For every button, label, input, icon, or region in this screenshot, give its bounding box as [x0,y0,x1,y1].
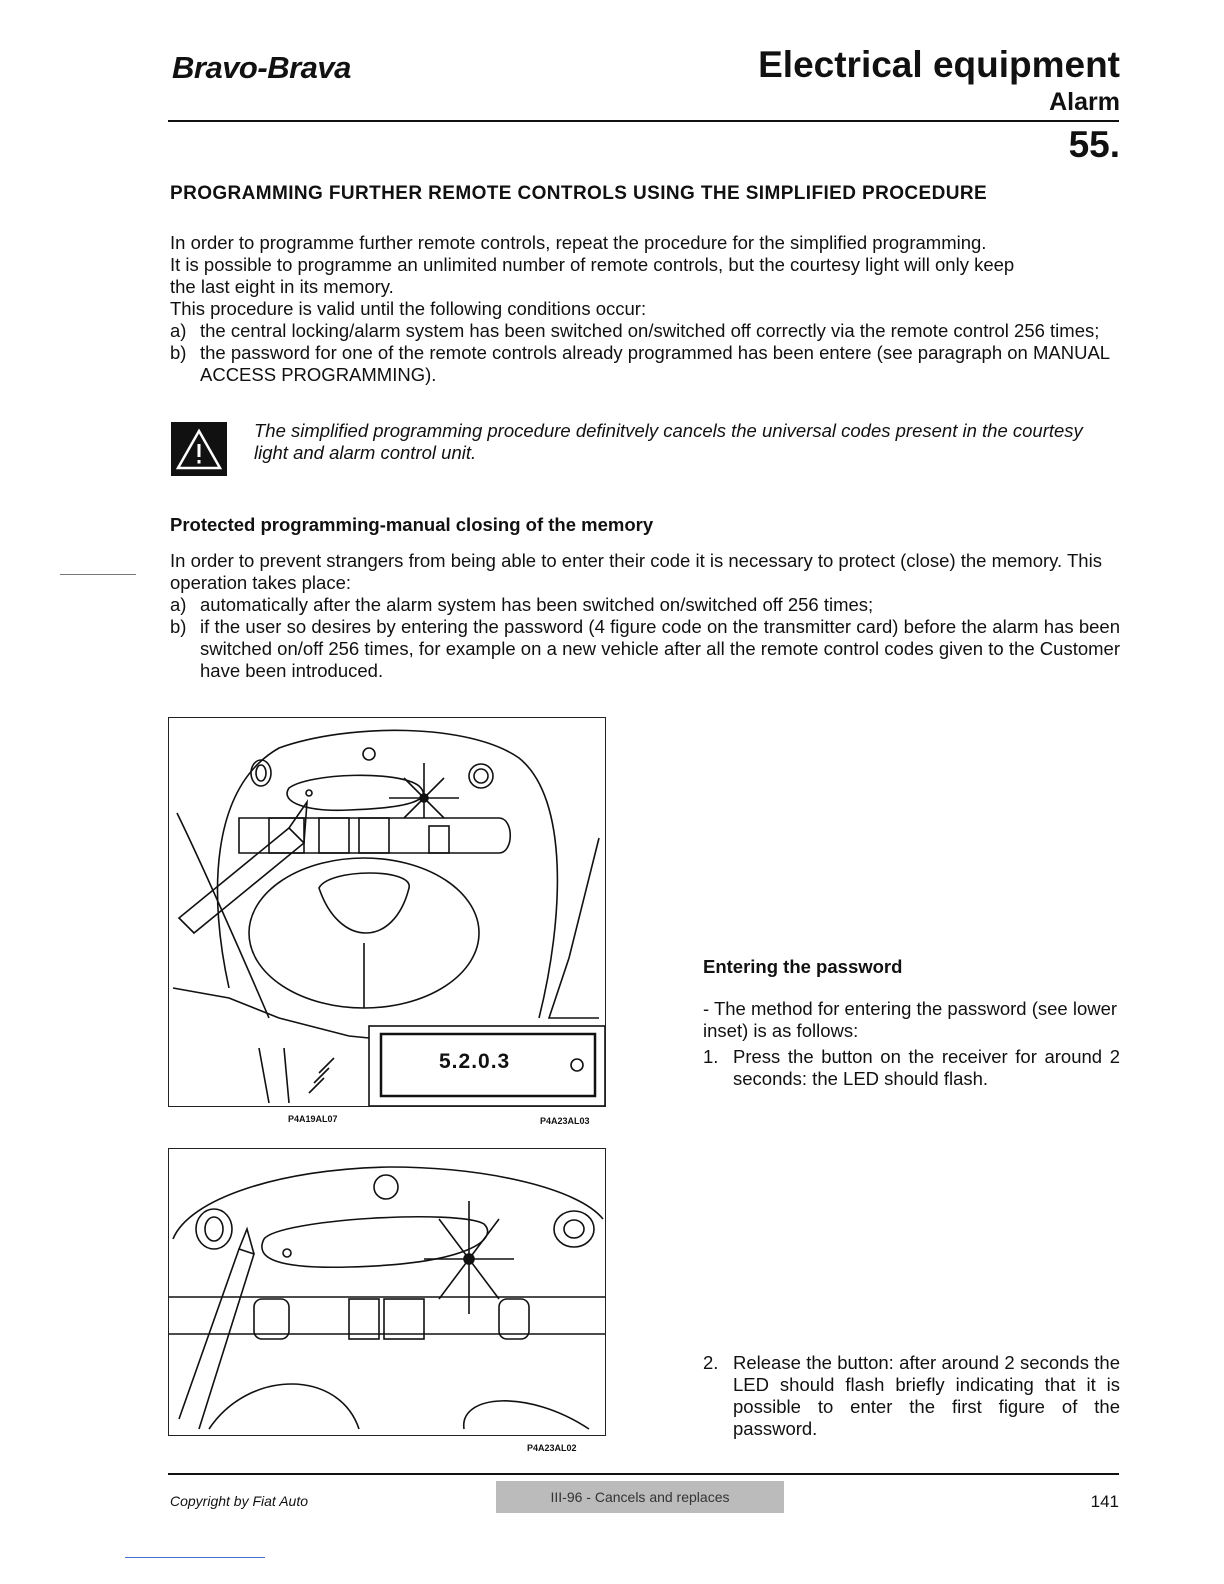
subsection-title: Alarm [1049,88,1120,116]
step-number: 2. [703,1352,719,1373]
password-step [703,1352,1120,1440]
intro-line: It is possible to programme an unlimited number of remote controls, but the courtesy light will only keep [170,254,1015,275]
copyright: Copyright by Fiat Auto [170,1493,308,1509]
warning-text: The simplified programming procedure definitvely cancels the universal codes present in the courtesy light and alarm control unit. [254,420,1083,463]
condition-label: a) [170,320,187,341]
protected-item [170,616,1120,682]
protected-label: b) [170,616,187,637]
protected-intro: In order to prevent strangers from being able to enter their code it is necessary to protect (close) the memory. This operation takes place: [170,550,1102,593]
condition-text: the central locking/alarm system has been switched on/switched off correctly via the remote control 256 times; [200,320,1100,341]
condition-item [170,342,1120,386]
page-heading: PROGRAMMING FURTHER REMOTE CONTROLS USING THE SIMPLIFIED PROCEDURE [170,183,988,204]
section-title: Electrical equipment [758,44,1120,85]
step-text: Press the button on the receiver for around 2 seconds: the LED should flash. [733,1046,1120,1089]
intro-line: In order to programme further remote controls, repeat the procedure for the simplified programming. [170,232,987,253]
figure-password-entry [168,1148,606,1436]
figure-code: P4A23AL03 [540,1116,590,1126]
protected-text: automatically after the alarm system has been switched on/switched off 256 times; [200,594,874,615]
figure-code: P4A19AL07 [288,1114,338,1124]
inset-code: 5.2.0.3 [439,1050,511,1073]
intro-line: the last eight in its memory. [170,276,394,297]
protected-item [170,594,1120,616]
warning-icon [171,422,227,476]
protected-label: a) [170,594,187,615]
protected-paragraph [170,550,1120,682]
condition-text: the password for one of the remote controls already programmed has been entere (see paragraph on MANUAL ACCESS PROGRAMMING). [200,342,1110,385]
password-heading: Entering the password [703,956,903,977]
protected-text: if the user so desires by entering the password (4 figure code on the transmitter card) before the alarm has been switched on/off 256 times, for example on a new vehicle after all the remote control codes given to the Customer have been introduced. [200,616,1120,681]
brand-title: Bravo-Brava [172,50,351,85]
password-intro: - The method for entering the password (see lower inset) is as follows: [703,998,1118,1041]
password-entry-illustration [169,1149,605,1435]
courtesy-light-illustration [169,718,605,1106]
step-text: Release the button: after around 2 seconds the LED should flash briefly indicating that it is possible to enter the first figure of the password. [733,1352,1120,1439]
page-number: 141 [1090,1492,1119,1511]
revision-stamp: III-96 - Cancels and replaces [496,1481,784,1513]
footer-link-line [125,1557,265,1558]
footer-divider [168,1473,1119,1475]
condition-label: b) [170,342,187,363]
condition-item [170,320,1120,342]
password-section [703,956,1120,1090]
intro-paragraph [170,232,1120,386]
intro-line: This procedure is valid until the following conditions occur: [170,298,647,319]
section-number: 55. [1068,124,1120,165]
password-step [703,1046,1120,1090]
password-step-2 [703,1352,1120,1440]
margin-mark [60,574,136,575]
step-number: 1. [703,1046,719,1067]
figure-code: P4A23AL02 [527,1443,577,1453]
protected-heading: Protected programming-manual closing of the memory [170,514,654,535]
figure-courtesy-light [168,717,606,1107]
header-divider [168,120,1119,122]
